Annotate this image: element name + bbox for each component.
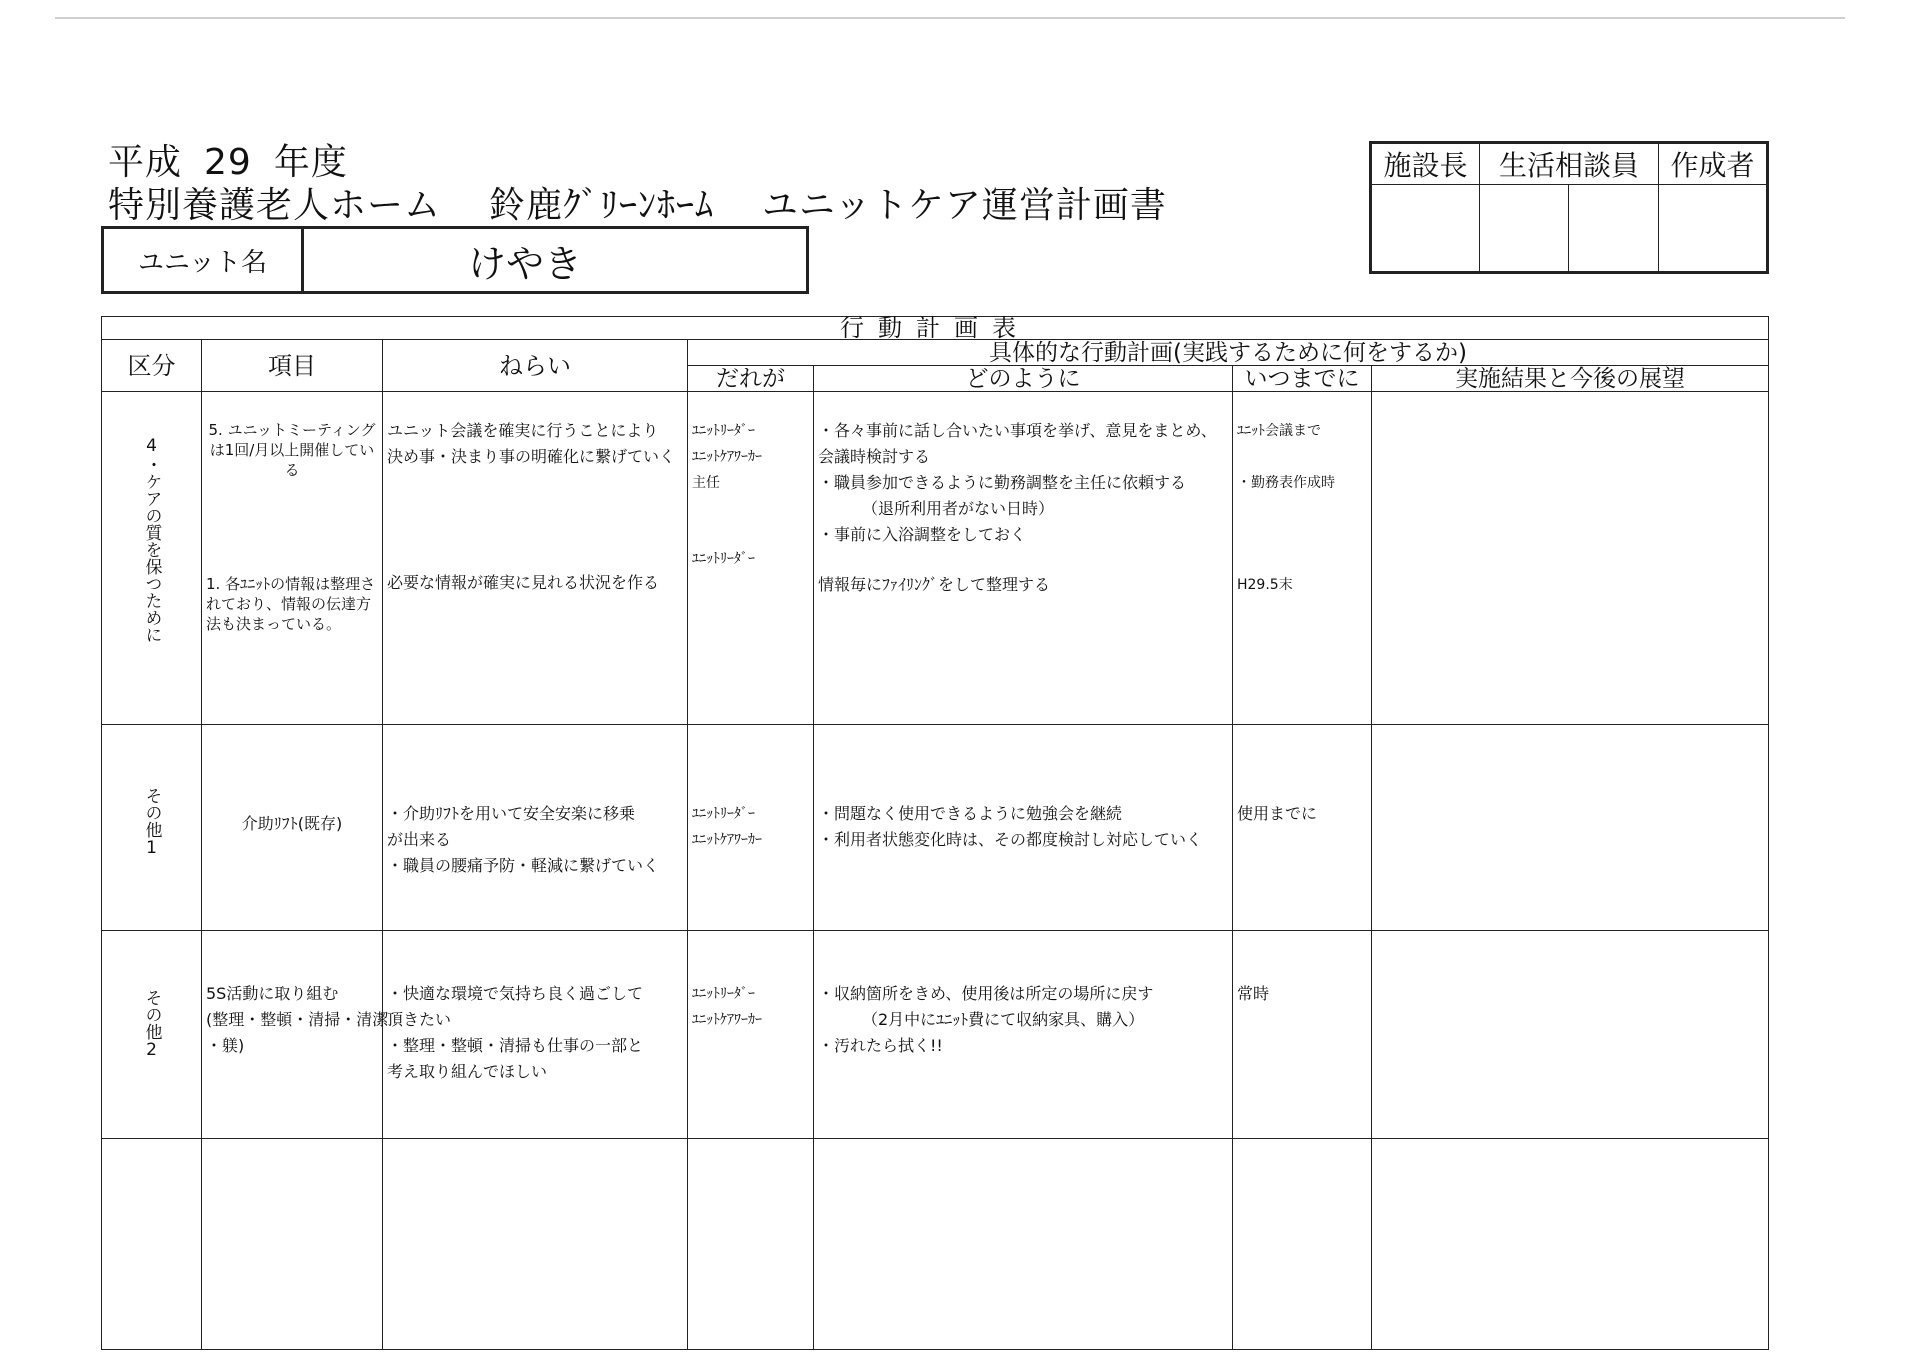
aim-cell [383, 725, 688, 931]
action-plan-table [101, 316, 1769, 1350]
empty-cell[interactable] [383, 1139, 688, 1350]
who-cell [688, 392, 814, 725]
who-line: ﾕﾆｯﾄｹｱﾜｰｶｰ [692, 832, 762, 848]
result-cell[interactable] [1372, 725, 1769, 931]
category-cell [102, 725, 202, 931]
how-line: ・利用者状態変化時は、その都度検討し対応していく [818, 830, 1203, 849]
how-cell [814, 931, 1233, 1139]
category-cell [102, 392, 202, 725]
facility-type: 特別養護老人ホーム [108, 185, 442, 226]
header-when: いつまでに [1233, 366, 1372, 392]
how-line: ・収納箇所をきめ、使用後は所定の場所に戻す [818, 984, 1154, 1003]
document-title [108, 186, 1167, 226]
category-text: その他2 [141, 989, 162, 1060]
how-line: （2月中にﾕﾆｯﾄ費にて収納家具、購入） [862, 1010, 1145, 1029]
item-line: ・躾) [206, 1036, 245, 1055]
aim-line: 頂きたい [387, 1010, 452, 1029]
document-name: ユニットケア運営計画書 [762, 185, 1167, 226]
when-line: 常時 [1237, 984, 1270, 1003]
unit-name-label: ユニット名 [104, 229, 304, 291]
item-text: 介助ﾘﾌﾄ(既存) [241, 814, 343, 833]
empty-cell[interactable] [1372, 1139, 1769, 1350]
table-row-empty [102, 1139, 1769, 1350]
aim-line: ・快適な環境で気持ち良く過ごして [387, 984, 644, 1003]
how-line: ・事前に入浴調整をしておく [818, 525, 1027, 544]
category-text: 4・ケアの質を保つために [141, 436, 162, 643]
header-action-plan-group: 具体的な行動計画(実践するために何をするか) [688, 340, 1769, 366]
approval-counselor-label: 生活相談員 [1479, 144, 1658, 185]
how-line: ・各々事前に話し合いたい事項を挙げ、意見をまとめ、 [818, 421, 1217, 440]
item-text: 1. 各ﾕﾆｯﾄの情報は整理されており、情報の伝達方法も決まっている。 [206, 575, 376, 633]
aim-line: 決め事・決まり事の明確化に繋げていく [387, 447, 676, 466]
aim-cell [383, 392, 688, 725]
result-cell[interactable] [1372, 931, 1769, 1139]
item-cell [202, 725, 383, 931]
header-who: だれが [688, 366, 814, 392]
who-line: ﾕﾆｯﾄｹｱﾜｰｶｰ [692, 449, 762, 465]
when-cell [1233, 392, 1372, 725]
when-cell [1233, 931, 1372, 1139]
header-category: 区分 [102, 340, 202, 392]
item-line: (整理・整頓・清掃・清潔 [206, 1010, 389, 1029]
approval-author-label: 作成者 [1659, 144, 1767, 185]
who-line: ﾕﾆｯﾄｹｱﾜｰｶｰ [692, 1012, 762, 1028]
who-line: ﾕﾆｯﾄﾘｰﾀﾞｰ [692, 423, 755, 439]
table-row [102, 725, 1769, 931]
aim-line: 必要な情報が確実に見れる状況を作る [387, 573, 660, 592]
aim-line: 考え取り組んでほしい [387, 1062, 548, 1081]
empty-cell[interactable] [688, 1139, 814, 1350]
scan-edge-line [55, 17, 1845, 19]
header-how: どのように [814, 366, 1233, 392]
approval-director-label: 施設長 [1372, 144, 1480, 185]
year-suffix: 年度 [273, 142, 348, 183]
result-cell[interactable] [1372, 392, 1769, 725]
header-item: 項目 [202, 340, 383, 392]
item-text: 5. ユニットミーティングは1回/月以上開催している [208, 421, 376, 479]
year-number: 29 [204, 142, 252, 183]
aim-line: ・職員の腰痛予防・軽減に繋げていく [387, 856, 660, 875]
who-line: ﾕﾆｯﾄﾘｰﾀﾞｰ [692, 551, 755, 567]
item-line: 5S活動に取り組む [206, 984, 339, 1003]
era: 平成 [108, 142, 183, 183]
empty-cell[interactable] [814, 1139, 1233, 1350]
aim-cell [383, 931, 688, 1139]
item-cell [202, 392, 383, 725]
who-cell [688, 931, 814, 1139]
approval-counselor-stamp-1 [1479, 185, 1569, 272]
table-caption: 行動計画表 [102, 317, 1769, 340]
unit-name-box [101, 226, 809, 294]
how-line: ・職員参加できるように勤務調整を主任に依頼する [818, 473, 1187, 492]
table-row [102, 392, 1769, 725]
approval-author-stamp [1659, 185, 1767, 272]
empty-cell[interactable] [202, 1139, 383, 1350]
when-line: ﾕﾆｯﾄ会議まで [1237, 423, 1321, 439]
aim-line: ユニット会議を確実に行うことにより [387, 421, 659, 440]
when-line: H29.5末 [1237, 577, 1293, 593]
unit-name-value: けやき [467, 241, 582, 286]
how-line: 会議時検討する [818, 447, 931, 466]
aim-line: ・整理・整頓・清掃も仕事の一部と [387, 1036, 644, 1055]
empty-cell[interactable] [102, 1139, 202, 1350]
how-line: ・汚れたら拭く!! [818, 1036, 943, 1055]
who-line: ﾕﾆｯﾄﾘｰﾀﾞｰ [692, 986, 755, 1002]
approval-counselor-stamp-2 [1569, 185, 1659, 272]
how-cell [814, 725, 1233, 931]
table-row [102, 931, 1769, 1139]
header-aim: ねらい [383, 340, 688, 392]
how-cell [814, 392, 1233, 725]
how-line: ・問題なく使用できるように勉強会を継続 [818, 804, 1123, 823]
category-cell [102, 931, 202, 1139]
aim-line: が出来る [387, 830, 452, 849]
aim-line: ・介助ﾘﾌﾄを用いて安全安楽に移乗 [387, 804, 636, 823]
fiscal-year-title [108, 143, 370, 183]
approval-director-stamp [1372, 185, 1480, 272]
who-cell [688, 725, 814, 931]
how-line: 情報毎にﾌｧｲﾘﾝｸﾞをして整理する [818, 575, 1051, 594]
how-line: （退所利用者がない日時） [862, 499, 1055, 518]
header-result: 実施結果と今後の展望 [1372, 366, 1769, 392]
category-text: その他1 [141, 787, 162, 858]
approval-stamp-table [1369, 141, 1769, 274]
facility-name: 鈴鹿ｸﾞﾘｰﾝﾎｰﾑ [489, 185, 715, 226]
empty-cell[interactable] [1233, 1139, 1372, 1350]
when-cell [1233, 725, 1372, 931]
when-line: 使用までに [1237, 804, 1318, 823]
item-cell [202, 931, 389, 1139]
who-line: ﾕﾆｯﾄﾘｰﾀﾞｰ [692, 806, 755, 822]
when-line: ・勤務表作成時 [1237, 475, 1335, 491]
who-line: 主任 [692, 475, 720, 491]
